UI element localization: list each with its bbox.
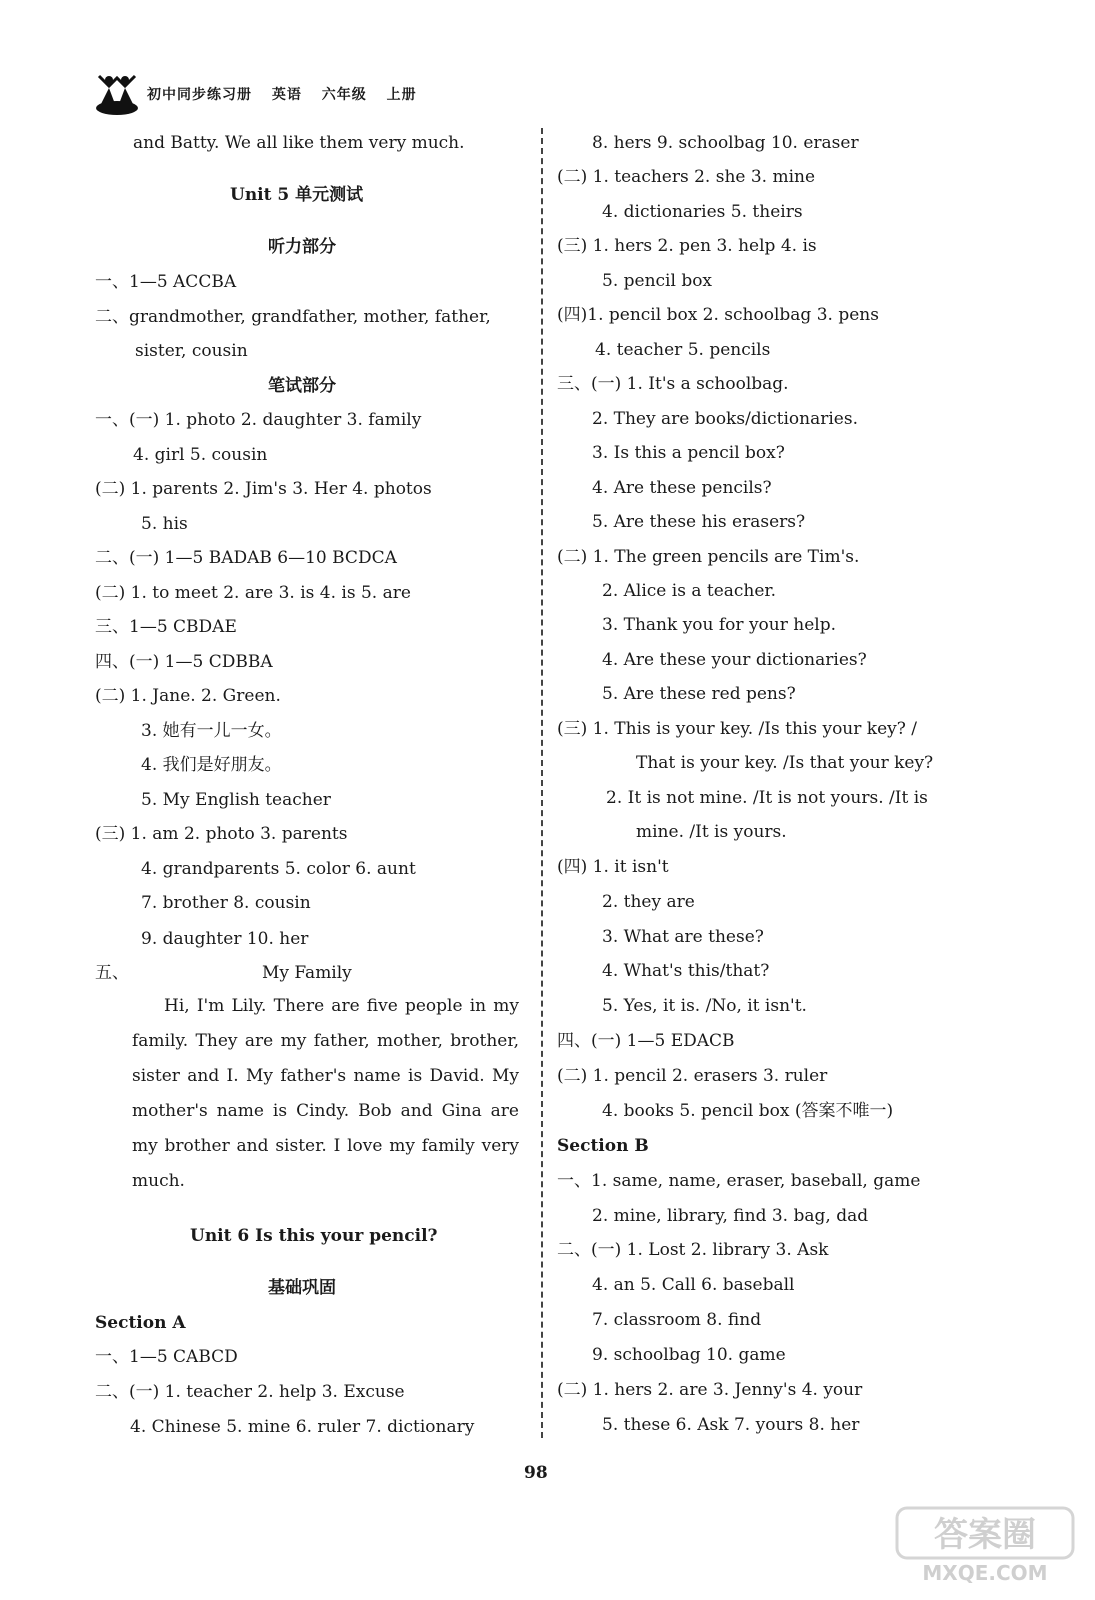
left-answer-line: (二) 1. to meet 2. are 3. is 4. is 5. are xyxy=(95,583,411,603)
right-answer-line: (三) 1. This is your key. /Is this your key? / xyxy=(557,719,917,739)
essay-paragraph: Hi, I'm Lily. There are five people in my family. They are my father, mother, brother, sister and I. My father's name is David. My mother's name is Cindy. Bob and Gina are my brother and sister. I love my family very much. xyxy=(132,996,519,1191)
left-answer-line: (二) 1. parents 2. Jim's 3. Her 4. photos xyxy=(95,479,432,499)
left-answer-line: 五、 xyxy=(95,963,129,983)
watermark-url: MXQE.COM xyxy=(922,1561,1048,1585)
right-answer-line: 二、(一) 1. Lost 2. library 3. Ask xyxy=(557,1240,829,1260)
left-answer-line: 四、(一) 1—5 CDBBA xyxy=(95,652,273,672)
page-header xyxy=(95,70,535,118)
right-answer-line: (四)1. pencil box 2. schoolbag 3. pens xyxy=(557,305,879,325)
left-answer-line: 一、(一) 1. photo 2. daughter 3. family xyxy=(95,410,422,430)
left-answer-line: 7. brother 8. cousin xyxy=(141,893,311,913)
right-answer-line: (三) 1. hers 2. pen 3. help 4. is xyxy=(557,236,817,256)
left-answer-line: 三、1—5 CBDAE xyxy=(95,617,237,637)
left-answer-line: 二、grandmother, grandfather, mother, father, xyxy=(95,307,491,327)
header-title xyxy=(147,84,431,104)
left-answer-line: 听力部分 xyxy=(268,237,336,257)
right-answer-line: Section B xyxy=(557,1136,649,1156)
right-answer-line: That is your key. /Is that your key? xyxy=(636,753,934,773)
right-answer-line: 4. teacher 5. pencils xyxy=(595,340,771,360)
book-volume: 上册 xyxy=(386,87,417,103)
right-answer-line: 5. Yes, it is. /No, it isn't. xyxy=(602,996,807,1016)
right-answer-line: 一、1. same, name, eraser, baseball, game xyxy=(557,1171,921,1191)
book-grade: 六年级 xyxy=(321,87,367,103)
left-answer-line: 4. girl 5. cousin xyxy=(133,445,268,465)
left-answer-line: (二) 1. Jane. 2. Green. xyxy=(95,686,281,706)
right-answer-line: 8. hers 9. schoolbag 10. eraser xyxy=(592,133,859,153)
right-answer-line: (二) 1. pencil 2. erasers 3. ruler xyxy=(557,1066,828,1086)
watermark-logo xyxy=(895,1506,1075,1586)
left-answer-line: 二、(一) 1. teacher 2. help 3. Excuse xyxy=(95,1382,405,1402)
right-answer-line: 9. schoolbag 10. game xyxy=(592,1345,786,1365)
right-answer-line: (二) 1. The green pencils are Tim's. xyxy=(557,547,860,567)
left-answer-line: Section A xyxy=(95,1313,186,1333)
book-title: 初中同步练习册 xyxy=(147,87,252,103)
left-answer-line: 一、1—5 CABCD xyxy=(95,1347,238,1367)
right-answer-line: 2. They are books/dictionaries. xyxy=(592,409,858,429)
right-answer-line: 3. Thank you for your help. xyxy=(602,615,836,635)
right-answer-line: (二) 1. hers 2. are 3. Jenny's 4. your xyxy=(557,1380,863,1400)
right-answer-line: mine. /It is yours. xyxy=(636,822,787,842)
right-answer-line: 5. these 6. Ask 7. yours 8. her xyxy=(602,1415,860,1435)
right-answer-line: (二) 1. teachers 2. she 3. mine xyxy=(557,167,816,187)
right-answer-line: 5. Are these red pens? xyxy=(602,684,796,704)
right-answer-line: 5. Are these his erasers? xyxy=(592,512,806,532)
left-answer-line: 3. 她有一儿一女。 xyxy=(141,721,282,741)
right-answer-line: 2. Alice is a teacher. xyxy=(602,581,777,601)
right-answer-line: 5. pencil box xyxy=(602,271,713,291)
right-answer-line: 2. It is not mine. /It is not yours. /It is xyxy=(606,788,928,808)
right-answer-line: (四) 1. it isn't xyxy=(557,857,669,877)
right-answer-line: 4. Are these your dictionaries? xyxy=(602,650,867,670)
left-answer-line: 4. 我们是好朋友。 xyxy=(141,755,282,775)
left-answer-line: Unit 5 单元测试 xyxy=(230,185,364,205)
left-answer-line: 5. My English teacher xyxy=(141,790,331,810)
watermark-text: 答案圈 xyxy=(934,1515,1036,1555)
left-answer-line: 9. daughter 10. her xyxy=(141,929,309,949)
right-answer-line: 四、(一) 1—5 EDACB xyxy=(557,1031,735,1051)
left-answer-line: 基础巩固 xyxy=(268,1278,336,1298)
left-answer-line: 5. his xyxy=(141,514,188,534)
left-answer-line: 笔试部分 xyxy=(268,376,336,396)
right-answer-line: 4. an 5. Call 6. baseball xyxy=(592,1275,795,1295)
left-answer-line: 4. Chinese 5. mine 6. ruler 7. dictionary xyxy=(130,1417,475,1437)
right-answer-line: 4. dictionaries 5. theirs xyxy=(602,202,803,222)
left-answer-line: 4. grandparents 5. color 6. aunt xyxy=(141,859,416,879)
right-answer-line: 4. books 5. pencil box (答案不唯一) xyxy=(602,1101,894,1121)
book-logo-icon xyxy=(95,70,139,116)
right-answer-line: 4. What's this/that? xyxy=(602,961,770,981)
left-answer-line: My Family xyxy=(262,963,352,983)
right-answer-line: 2. they are xyxy=(602,892,695,912)
right-answer-line: 3. What are these? xyxy=(602,927,764,947)
right-column xyxy=(0,124,1095,1454)
right-answer-line: 4. Are these pencils? xyxy=(592,478,772,498)
right-answer-line: 3. Is this a pencil box? xyxy=(592,443,785,463)
left-answer-line: Unit 6 Is this your pencil? xyxy=(190,1226,438,1246)
left-answer-line: and Batty. We all like them very much. xyxy=(133,133,465,153)
left-answer-line: 二、(一) 1—5 BADAB 6—10 BCDCA xyxy=(95,548,397,568)
left-answer-line: sister, cousin xyxy=(135,341,248,361)
left-answer-line: (三) 1. am 2. photo 3. parents xyxy=(95,824,348,844)
right-answer-line: 2. mine, library, find 3. bag, dad xyxy=(592,1206,869,1226)
left-answer-line: 一、1—5 ACCBA xyxy=(95,272,237,292)
book-subject: 英语 xyxy=(271,87,302,103)
page-number: 98 xyxy=(524,1463,548,1483)
right-answer-line: 三、(一) 1. It's a schoolbag. xyxy=(557,374,789,394)
right-answer-line: 7. classroom 8. find xyxy=(592,1310,762,1330)
